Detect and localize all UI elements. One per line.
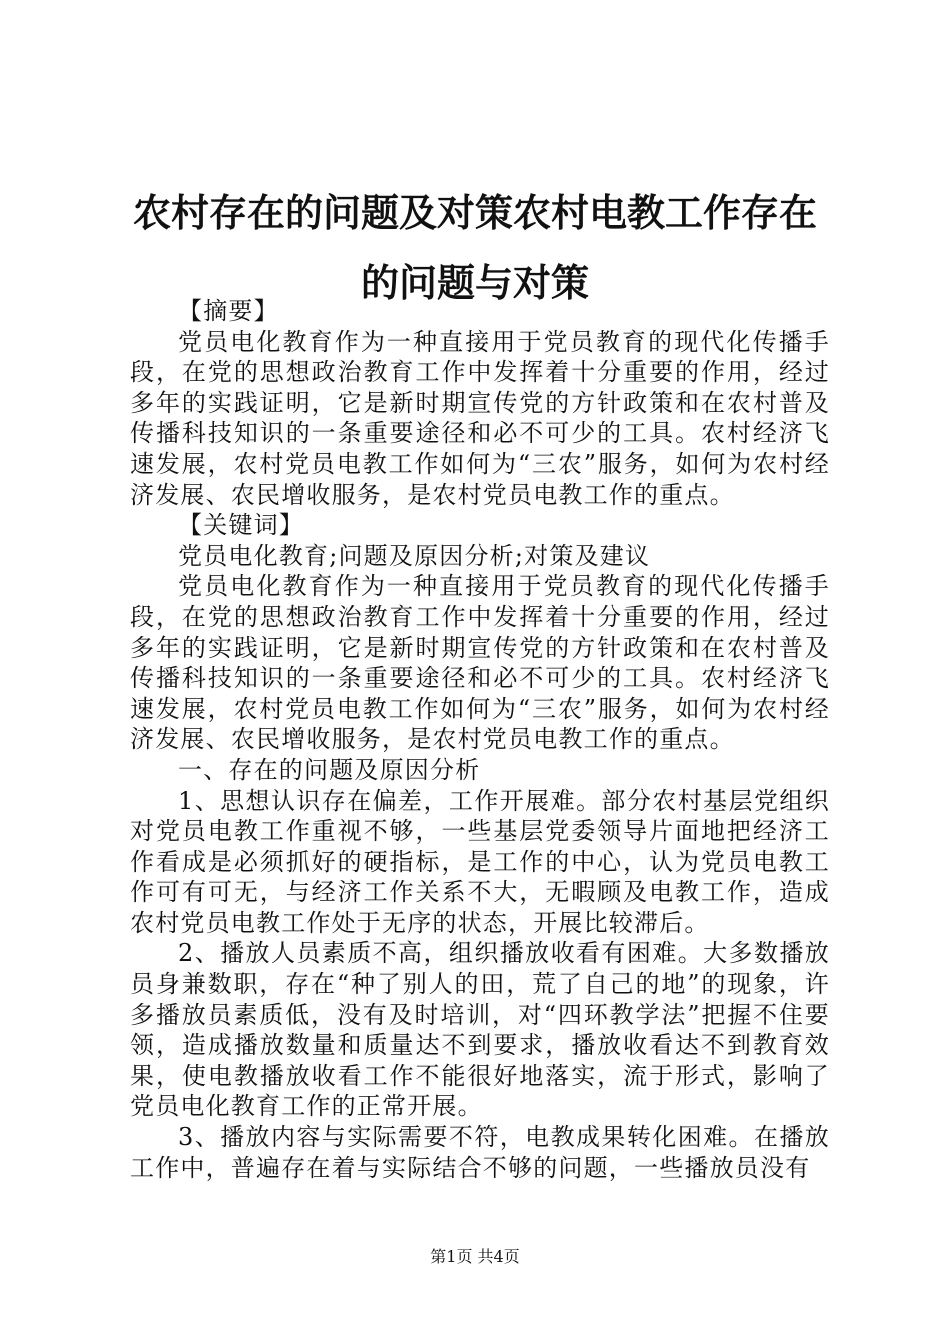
point-3-paragraph: 3、播放内容与实际需要不符，电教成果转化困难。在播放工作中，普遍存在着与实际结合不够的问题，一些播放员没有 — [130, 1123, 830, 1182]
abstract-paragraph: 党员电化教育作为一种直接用于党员教育的现代化传播手段，在党的思想政治教育工作中发挥着十分重要的作用，经过多年的实践证明，它是新时期宣传党的方针政策和在农村普及传播科技知识的一条重要途径和必不可少的工具。农村经济飞速发展，农村党员电教工作如何为“三农”服务，如何为农村经济发展、农民增收服务，是农村党员电教工作的重点。 — [130, 327, 830, 509]
keywords-heading: 【关键词】 — [178, 511, 304, 540]
section-heading: 一、存在的问题及原因分析 — [178, 755, 481, 784]
point-2-paragraph: 2、播放人员素质不高，组织播放收看有困难。大多数播放员身兼数职，存在“种了别人的田，荒了自己的地”的现象，许多播放员素质低，没有及时培训，对“四环教学法”把握不住要领，造成播放数量和质量达不到要求，播放收看达不到教育效果，使电教播放收看工作不能很好地落实，流于形式，影响了党员电化教育工作的正常开展。 — [130, 939, 830, 1121]
intro-paragraph: 党员电化教育作为一种直接用于党员教育的现代化传播手段，在党的思想政治教育工作中发挥着十分重要的作用，经过多年的实践证明，它是新时期宣传党的方针政策和在农村普及传播科技知识的一条重要途径和必不可少的工具。农村经济飞速发展，农村党员电教工作如何为“三农”服务，如何为农村经济发展、农民增收服务，是农村党员电教工作的重点。 — [130, 572, 830, 754]
point-1-paragraph: 1、思想认识存在偏差，工作开展难。部分农村基层党组织对党员电教工作重视不够，一些基层党委领导片面地把经济工作看成是必须抓好的硬指标，是工作的中心，认为党员电教工作可有可无，与经济工作关系不大，无暇顾及电教工作，造成农村党员电教工作处于无序的状态，开展比较滞后。 — [130, 786, 830, 937]
document-body — [130, 296, 830, 1183]
abstract-heading: 【摘要】 — [178, 297, 279, 325]
document-title: 农村存在的问题及对策农村电教工作存在的问题与对策 — [132, 191, 817, 305]
page-number-footer: 第1页 共4页 — [430, 1247, 520, 1266]
keywords-text: 党员电化教育;问题及原因分析;对策及建议 — [178, 541, 651, 570]
